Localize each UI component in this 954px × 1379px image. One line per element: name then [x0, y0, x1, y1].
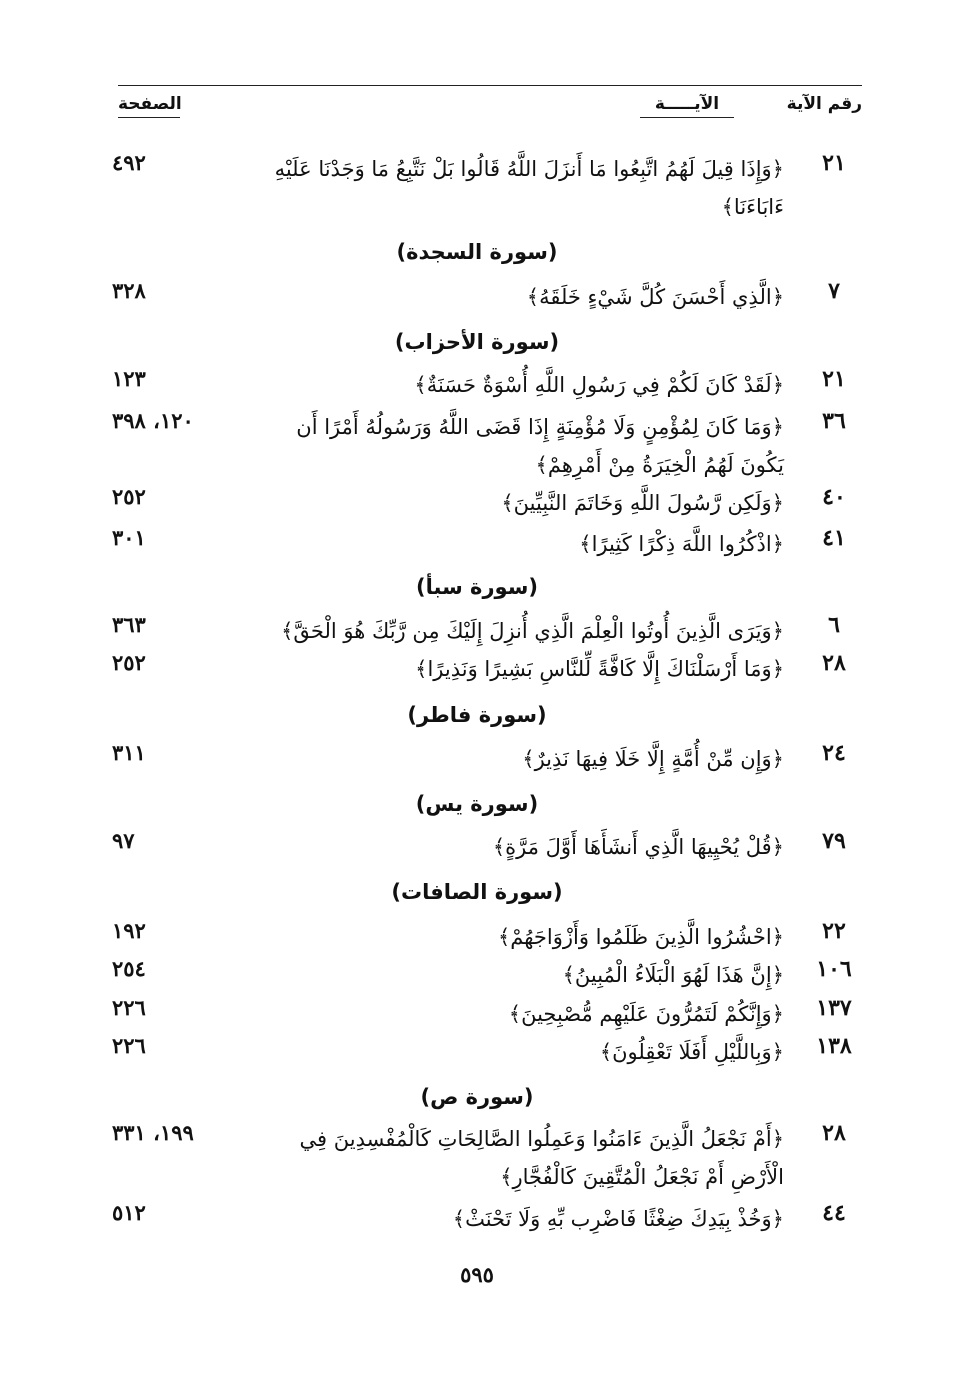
surah-heading: (سورة ص) — [420, 1085, 534, 1109]
verse-text: ﴿وَإِذَا قِيلَ لَهُمُ اتَّبِعُوا مَا أَنزَلَ اللَّهُ قَالُوا بَلْ نَتَّبِعُ مَا وَجَدْنَا عَلَيْهِ ءَابَاءَنَا﴾ — [274, 157, 784, 219]
page-references: ٢٥٢ — [112, 650, 146, 675]
surah-heading: (سورة السجدة) — [396, 240, 558, 264]
verse-text: ﴿وَخُذْ بِيَدِكَ ضِغْثًا فَاضْرِب بِّهِ وَلَا تَحْنَثْ﴾ — [452, 1207, 784, 1231]
page-references: ٢٢٦ — [112, 995, 146, 1020]
verse-text: ﴿احْشُرُوا الَّذِينَ ظَلَمُوا وَأَزْوَاجَهُمْ﴾ — [497, 925, 784, 949]
header-rule — [118, 85, 862, 86]
verse-text: ﴿وَإِن مِّنْ أُمَّةٍ إِلَّا خَلَا فِيهَا نَذِيرٌ﴾ — [522, 747, 784, 771]
verse-number: ٢١ — [822, 366, 846, 392]
page-references: ٣٢٨ — [112, 278, 146, 303]
verse-text: ﴿وَلَكِن رَّسُولَ اللَّهِ وَخَاتَمَ النَّبِيِّينَ﴾ — [501, 491, 784, 515]
page-references: ٩٧ — [112, 828, 135, 853]
verse-column-header: الآيـــــة — [640, 94, 734, 118]
page-references: ٥١٢ — [112, 1200, 146, 1225]
surah-heading: (سورة فاطر) — [407, 703, 547, 727]
verse-number: ٧ — [828, 278, 840, 304]
verse-number: ٤١ — [822, 525, 846, 551]
surah-heading: (سورة يس) — [415, 792, 539, 816]
page-references: ١٢٠، ٣٩٨ — [112, 408, 194, 433]
page-references: ١٩٢ — [112, 918, 146, 943]
verse-number: ٢٤ — [822, 740, 846, 766]
surah-heading: (سورة الصافات) — [391, 880, 563, 904]
verse-text: ﴿اذْكُرُوا اللَّهَ ذِكْرًا كَثِيرًا﴾ — [579, 532, 784, 556]
verse-number: ٤٠ — [822, 484, 846, 510]
page-references: ٢٥٤ — [112, 956, 146, 981]
page-references: ٤٩٢ — [112, 150, 146, 175]
page-references: ١٢٣ — [112, 366, 146, 391]
page-references: ٢٥٢ — [112, 484, 146, 509]
verse-number: ١٣٨ — [816, 1033, 852, 1059]
page-number: ٥٩٥ — [460, 1262, 494, 1287]
verse-number-column-header: رقم الآية — [786, 94, 862, 114]
page-references: ١٩٩، ٣٣١ — [112, 1120, 194, 1145]
verse-number: ٦ — [828, 612, 840, 638]
verse-number: ٢٨ — [822, 1120, 846, 1146]
surah-heading: (سورة الأحزاب) — [394, 330, 560, 354]
verse-number: ٤٤ — [822, 1200, 846, 1226]
verse-number: ١٠٦ — [816, 956, 852, 982]
verse-number: ١٣٧ — [816, 995, 852, 1021]
verse-text: ﴿قُلْ يُحْيِيهَا الَّذِي أَنشَأَهَا أَوَّلَ مَرَّةٍ﴾ — [492, 835, 784, 859]
page-references: ٣١١ — [112, 740, 146, 765]
verse-number: ٢١ — [822, 150, 846, 176]
page-column-header: الصفحة — [118, 94, 180, 118]
surah-heading: (سورة سبأ) — [416, 575, 538, 599]
verse-number: ٢٨ — [822, 650, 846, 676]
verse-text: ﴿وَيَرَى الَّذِينَ أُوتُوا الْعِلْمَ الَّذِي أُنزِلَ إِلَيْكَ مِن رَّبِّكَ هُوَ الْحَقَّ﴾ — [281, 619, 784, 643]
page-references: ٣٦٣ — [112, 612, 146, 637]
verse-number: ٢٢ — [822, 918, 846, 944]
verse-text: ﴿وَمَا كَانَ لِمُؤْمِنٍ وَلَا مُؤْمِنَةٍ إِذَا قَضَى اللَّهُ وَرَسُولُهُ أَمْرًا أَن يَكُونَ لَهُمُ الْخِيَرَةُ مِنْ أَمْرِهِمْ﴾ — [296, 415, 784, 477]
verse-text: ﴿وَبِاللَّيْلِ أَفَلَا تَعْقِلُونَ﴾ — [599, 1040, 784, 1064]
verse-text: ﴿أَمْ نَجْعَلُ الَّذِينَ ءَامَنُوا وَعَمِلُوا الصَّالِحَاتِ كَالْمُفْسِدِينَ فِي الْأَرْضِ أَمْ نَجْعَلُ الْمُتَّقِينَ كَالْفُجَّارِ﴾ — [299, 1127, 784, 1189]
verse-text: ﴿إِنَّ هَذَا لَهُوَ الْبَلَاءُ الْمُبِينُ﴾ — [562, 963, 784, 987]
verse-text: ﴿وَمَا أَرْسَلْنَاكَ إِلَّا كَافَّةً لِّلنَّاسِ بَشِيرًا وَنَذِيرًا﴾ — [415, 657, 784, 681]
verse-text: ﴿لَقَدْ كَانَ لَكُمْ فِي رَسُولِ اللَّهِ أُسْوَةٌ حَسَنَةٌ﴾ — [414, 373, 784, 397]
page-references: ٣٠١ — [112, 525, 146, 550]
page-references: ٢٢٦ — [112, 1033, 146, 1058]
verse-text: ﴿وَإِنَّكُمْ لَتَمُرُّونَ عَلَيْهِم مُّصْبِحِينَ﴾ — [508, 1002, 784, 1026]
verse-text: ﴿الَّذِي أَحْسَنَ كُلَّ شَيْءٍ خَلَقَهُ﴾ — [526, 285, 784, 309]
verse-number: ٧٩ — [822, 828, 846, 854]
verse-number: ٣٦ — [822, 408, 846, 434]
